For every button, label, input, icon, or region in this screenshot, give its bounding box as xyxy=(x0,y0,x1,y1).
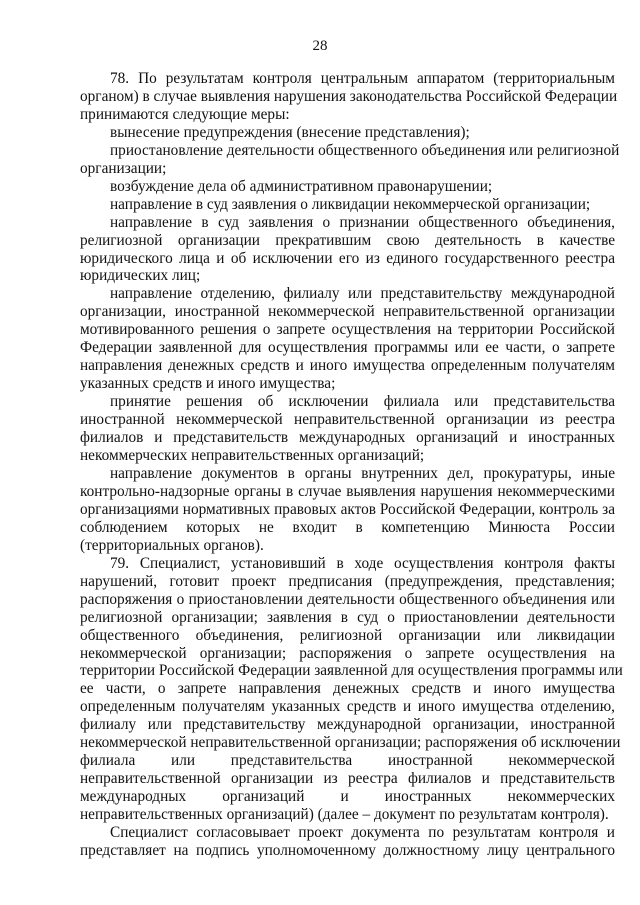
text-line: вынесение предупреждения (внесение представления); xyxy=(110,123,470,141)
text-line: направление отделению, филиалу или представительству международной xyxy=(110,285,615,303)
text-line: некоммерческой неправительственной организации; распоряжения об исключении xyxy=(80,734,621,752)
text-line: территории Российской Федерации заявленной для осуществления программы или xyxy=(80,662,623,680)
paragraph xyxy=(80,178,615,196)
text-line: иностранной некоммерческой неправительственной организации из реестра xyxy=(80,411,615,429)
page-number: 28 xyxy=(312,38,328,54)
text-line: нарушений, готовит проект предписания (предупреждения, представления; xyxy=(80,572,615,590)
text-line: юридического лица и об исключении его из единого государственного реестра xyxy=(80,249,615,267)
text-line: направления денежных средств и иного имущества определенным получателям xyxy=(80,357,615,375)
text-line: организации, иностранной некоммерческой неправительственной организации xyxy=(80,303,615,321)
text-line: филиала или представительства иностранной некоммерческой xyxy=(80,752,615,770)
text-line: филиалов и представительств международных организаций и иностранных xyxy=(80,429,615,447)
text-line: направление в суд заявления о ликвидации некоммерческой организации; xyxy=(110,195,591,213)
text-line: международных организаций и иностранных некоммерческих xyxy=(80,788,615,806)
text-line: направление в суд заявления о признании общественного объединения, xyxy=(110,213,615,231)
paragraph xyxy=(80,141,620,178)
text-line: органом) в случае выявления нарушения законодательства Российской Федерации xyxy=(80,87,618,105)
text-line: определенным получателям указанных средств и иного имущества отделению, xyxy=(80,698,615,716)
text-line: религиозной организации; заявления в суд о приостановлении деятельности xyxy=(80,608,615,626)
paragraph xyxy=(80,393,615,465)
text-line: ее части, о запрете направления денежных средств и иного имущества xyxy=(80,680,615,698)
text-line: представляет на подпись уполномоченному должностному лицу центрального xyxy=(80,841,615,859)
text-line: общественного объединения, религиозной организации или ликвидации xyxy=(80,626,615,644)
text-line: принятие решения об исключении филиала или представительства xyxy=(110,393,615,411)
text-line: организациями нормативных правовых актов Российской Федерации, контроль за xyxy=(80,500,615,518)
paragraph xyxy=(80,70,618,124)
text-line: некоммерческих неправительственных организаций; xyxy=(80,447,425,465)
paragraph xyxy=(80,124,615,142)
text-line: приостановление деятельности общественного объединения или религиозной xyxy=(110,141,620,159)
text-line: (территориальных органов). xyxy=(80,536,264,554)
text-line: 79. Специалист, установивший в ходе осуществления контроля факты xyxy=(110,554,615,572)
paragraph xyxy=(80,465,615,555)
text-line: контрольно-надзорные органы в случае выявления нарушения некоммерческими xyxy=(80,482,615,500)
text-line: мотивированного решения о запрете осуществления на территории Российской xyxy=(80,321,615,339)
text-line: 78. По результатам контроля центральным аппаратом (территориальным xyxy=(110,70,615,87)
text-line: направление документов в органы внутренних дел, прокуратуры, иные xyxy=(110,464,615,482)
text-line: Федерации заявленной для осуществления программы или ее части, о запрете xyxy=(80,339,615,357)
paragraph xyxy=(80,824,615,860)
text-line: неправительственных организаций) (далее – документ по результатам контроля). xyxy=(80,806,609,824)
text-line: возбуждение дела об административном правонарушении; xyxy=(110,177,493,195)
paragraph xyxy=(80,196,615,214)
document-body xyxy=(80,70,623,860)
text-line: юридических лиц; xyxy=(80,267,201,285)
text-line: неправительственной организации из реестра филиалов и представительств xyxy=(80,770,615,788)
text-line: распоряжения о приостановлении деятельности общественного объединения или xyxy=(80,590,615,608)
paragraph xyxy=(80,285,615,393)
paragraph xyxy=(80,214,615,286)
text-line: Специалист согласовывает проект документа по результатам контроля и xyxy=(110,824,615,842)
paragraph xyxy=(80,554,623,824)
text-line: организации; xyxy=(80,159,167,177)
text-line: принимаются следующие меры: xyxy=(80,105,290,123)
text-line: соблюдением которых не входит в компетенцию Минюста России xyxy=(80,518,615,536)
text-line: религиозной организации прекратившим свою деятельность в качестве xyxy=(80,231,615,249)
text-line: указанных средств и иного имущества; xyxy=(80,375,336,393)
text-line: филиалу или представительству международной организации, иностранной xyxy=(80,716,615,734)
text-line: некоммерческой организации; распоряжения о запрете осуществления на xyxy=(80,644,615,662)
